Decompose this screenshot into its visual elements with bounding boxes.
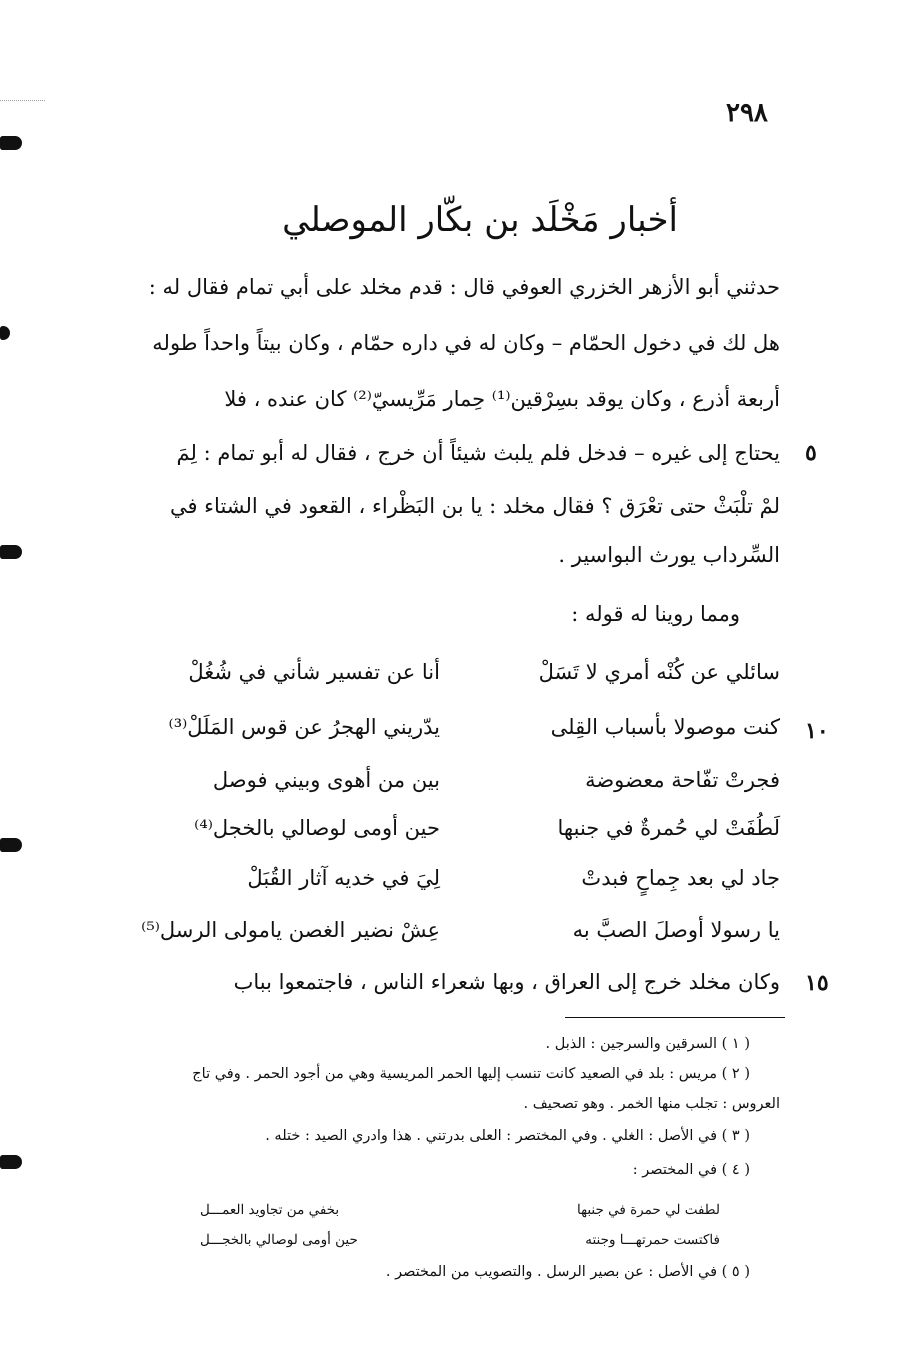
footnote: ( ٥ ) في الأصل : عن بصير الرسل . والتصويب من المختصر .: [385, 1264, 750, 1280]
binding-mark: [0, 1155, 22, 1169]
paragraph-line: لمْ تلْبَثْ حتى تعْرَق ؟ فقال مخلد : يا بن البَظْراء ، القعود في الشتاء في: [169, 494, 780, 518]
footnote: ( ٤ ) في المختصر :: [632, 1162, 750, 1178]
paragraph-line: وكان مخلد خرج إلى العراق ، وبها شعراء الناس ، فاجتمعوا بباب: [233, 970, 780, 994]
verse-hemistich-second: أنا عن تفسير شأني في شُغُلْ: [188, 660, 440, 684]
line-number: ١٥: [805, 970, 829, 996]
footnote: ( ٣ ) في الأصل : الغلي . وفي المختصر : العلى بدرتني . هذا وادري الصيد : ختله .: [265, 1128, 750, 1144]
verse-hemistich-second: يدّريني الهجرُ عن قوس المَلَلْ⁽³⁾: [168, 715, 440, 739]
footnote-verse-second: حين أومى لوصالي بالخجـــل: [200, 1232, 358, 1248]
verse-line: [100, 660, 780, 700]
verse-hemistich-first: فجرتْ تفّاحة معضوضة: [585, 768, 780, 792]
paragraph-line: أربعة أذرع ، وكان يوقد بسِرْقين⁽¹⁾ حِمار مَرِّيسيّ⁽²⁾ كان عنده ، فلا: [224, 387, 780, 411]
verse-line: [100, 918, 780, 958]
binding-mark: [0, 136, 22, 150]
verse-line: [100, 768, 780, 808]
line-number: ٥: [805, 440, 817, 466]
binding-mark: [0, 326, 10, 340]
paragraph-line: حدثني أبو الأزهر الخزري العوفي قال : قدم مخلد على أبي تمام فقال له :: [148, 275, 780, 299]
verse-hemistich-first: يا رسولا أوصلَ الصبَّ به: [572, 918, 780, 942]
paragraph-line: هل لك في دخول الحمّام – وكان له في داره حمّام ، وكان بيتاً واحداً طوله: [152, 331, 780, 355]
footnote: ( ٢ ) مريس : بلد في الصعيد كانت تنسب إليها الحمر المريسية وهي من أجود الحمر . وفي تاج: [192, 1066, 750, 1082]
verse-hemistich-second: بين من أهوى وبيني فوصل: [212, 768, 440, 792]
chapter-title: أخبار مَخْلَد بن بكّار الموصلي: [282, 200, 678, 240]
binding-mark: [0, 838, 22, 852]
verse-hemistich-second: لِيَ في خديه آثار القُبَلْ: [247, 866, 440, 890]
binding-mark: [0, 545, 22, 559]
verse-hemistich-first: جاد لي بعد جِماحٍ فبدتْ: [581, 866, 780, 890]
footnote-verse: [200, 1202, 720, 1224]
footnote-verse: [200, 1232, 720, 1254]
footnote: ( ١ ) السرقين والسرجين : الذبل .: [545, 1036, 750, 1052]
scan-edge-dots: [0, 100, 45, 101]
verse-line: [100, 816, 780, 856]
footnote-verse-second: بخفي من تجاويد العمـــل: [200, 1202, 340, 1218]
paragraph-line: يحتاج إلى غيره – فدخل فلم يلبث شيئاً أن خرج ، فقال له أبو تمام : لِمَ: [176, 441, 780, 465]
footnote-rule: [565, 1017, 785, 1018]
verse-intro: ومما روينا له قوله :: [571, 602, 740, 626]
footnote: العروس : تجلب منها الخمر . وهو تصحيف .: [523, 1096, 780, 1112]
verse-line: [100, 715, 780, 755]
footnote-verse-first: فاكتست حمرتهـــا وجنته: [585, 1232, 720, 1248]
verse-line: [100, 866, 780, 906]
verse-hemistich-second: عِشْ نضير الغصن يامولى الرسل⁽⁵⁾: [141, 918, 440, 942]
line-number: ١٠: [805, 718, 829, 744]
page-number: ٢٩٨: [726, 98, 768, 128]
verse-hemistich-first: لَطُفَتْ لي حُمرةٌ في جنبها: [557, 816, 780, 840]
verse-hemistich-second: حين أومى لوصالي بالخجل⁽⁴⁾: [194, 816, 440, 840]
footnote-verse-first: لطفت لي حمرة في جنبها: [576, 1202, 720, 1218]
verse-hemistich-first: كنت موصولا بأسباب القِلى: [550, 715, 780, 739]
verse-hemistich-first: سائلي عن كُنْه أمري لا تَسَلْ: [538, 660, 780, 684]
paragraph-line: السِّرداب يورث البواسير .: [558, 543, 780, 567]
